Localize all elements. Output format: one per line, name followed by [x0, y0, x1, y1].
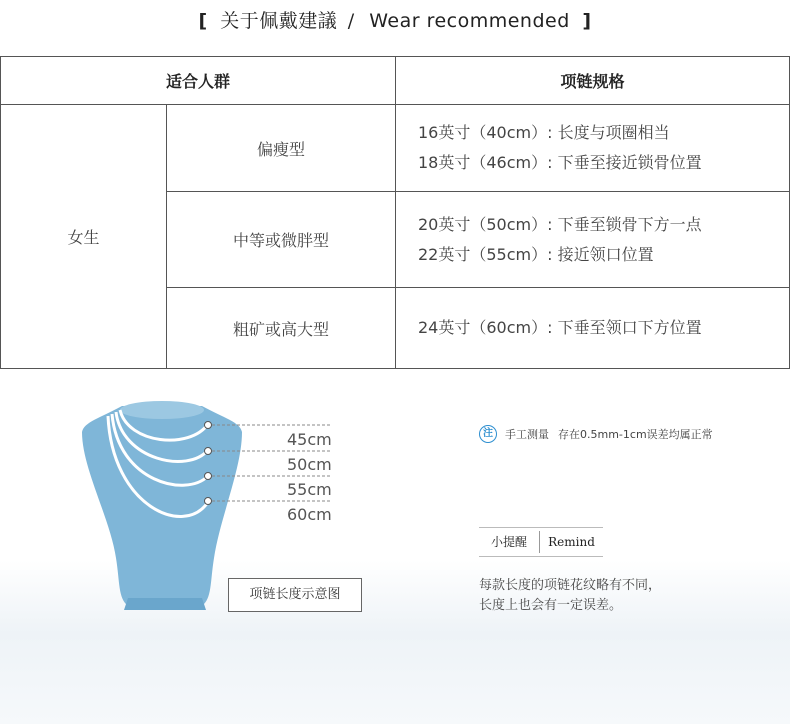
measurement-note — [479, 425, 713, 443]
length-labels — [287, 427, 332, 527]
bust-neck — [120, 401, 204, 419]
length-line: 22英寸（55cm）: 接近领口位置 — [418, 244, 654, 264]
bust-base — [124, 598, 206, 610]
header-suitable-people: 适合人群 — [1, 57, 396, 105]
length-label: 50cm — [287, 455, 332, 474]
shape-cell: 粗矿或高大型 — [167, 288, 396, 369]
size-table — [0, 56, 790, 369]
note-icon: 注 — [479, 425, 497, 443]
length-line: 18英寸（46cm）: 下垂至接近锁骨位置 — [418, 153, 702, 172]
length-line: 16英寸（40cm）: 长度与项圈相当 — [418, 123, 670, 142]
length-line: 20英寸（50cm）: 下垂至锁骨下方一点 — [418, 214, 702, 234]
bust-shape — [82, 406, 242, 606]
remind-text — [479, 576, 661, 616]
length-label: 60cm — [287, 505, 332, 524]
bracket-close: ] — [582, 10, 592, 32]
group-cell: 女生 — [1, 105, 167, 369]
remind-line: 长度上也会有一定误差。 — [479, 598, 623, 613]
shape-cell: 中等或微胖型 — [167, 192, 396, 288]
remind-header — [479, 527, 603, 557]
diagram-caption: 项链长度示意图 — [228, 578, 362, 612]
length-cell — [396, 105, 790, 192]
length-label: 45cm — [287, 430, 332, 449]
title-english: Wear recommended — [369, 10, 570, 32]
remind-line: 每款长度的项链花纹略有不同， — [479, 578, 662, 593]
length-cell — [396, 288, 790, 369]
shape-cell: 偏瘦型 — [167, 105, 396, 192]
title-chinese: 关于佩戴建議 — [220, 10, 338, 32]
header-necklace-spec: 项链规格 — [396, 57, 790, 105]
remind-label-en: Remind — [548, 535, 595, 549]
note-text-manual: 手工测量 — [505, 428, 549, 441]
table-row — [1, 105, 790, 192]
remind-label-cn: 小提醒 — [479, 531, 540, 553]
length-label: 55cm — [287, 480, 332, 499]
length-line: 24英寸（60cm）: 下垂至领口下方位置 — [418, 318, 702, 337]
length-cell — [396, 192, 790, 288]
note-text-error: 存在0.5mm-1cm误差均属正常 — [558, 428, 713, 441]
bracket-open: [ — [198, 10, 208, 32]
page-title — [0, 6, 790, 33]
title-separator: / — [347, 10, 355, 32]
table-header-row — [1, 57, 790, 105]
